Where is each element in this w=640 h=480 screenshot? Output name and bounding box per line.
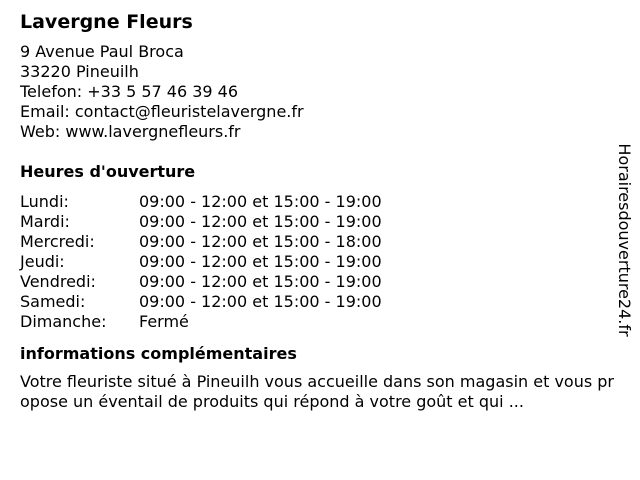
- website-link[interactable]: Web: www.lavergnefleurs.fr: [20, 122, 241, 141]
- business-card: [20, 10, 620, 412]
- hours-row-mardi: [20, 212, 620, 232]
- hours-row-samedi: [20, 292, 620, 312]
- day-label: Mercredi:: [20, 232, 95, 251]
- hours-heading: Heures d'ouverture: [20, 162, 196, 181]
- day-label: Dimanche:: [20, 312, 107, 331]
- contact-block: [20, 42, 620, 142]
- day-label: Jeudi:: [20, 252, 65, 271]
- time-range: 09:00 - 12:00 et 15:00 - 19:00: [139, 212, 382, 231]
- day-label: Samedi:: [20, 292, 86, 311]
- time-range: 09:00 - 12:00 et 15:00 - 19:00: [139, 192, 382, 211]
- hours-row-mercredi: [20, 232, 620, 252]
- address-street: 9 Avenue Paul Broca: [20, 42, 184, 61]
- time-range: 09:00 - 12:00 et 15:00 - 18:00: [139, 232, 382, 251]
- info-description: Votre fleuriste situé à Pineuilh vous accueille dans son magasin et vous propose un éventail de produits qui répond à votre goût et qui ...: [20, 372, 615, 411]
- hours-row-lundi: [20, 192, 620, 212]
- day-label: Mardi:: [20, 212, 70, 231]
- opening-hours-table: [20, 192, 620, 332]
- day-label: Vendredi:: [20, 272, 96, 291]
- address-city: 33220 Pineuilh: [20, 62, 139, 81]
- time-range: 09:00 - 12:00 et 15:00 - 19:00: [139, 252, 382, 271]
- watermark-text: Horairesdouverture24.fr: [615, 143, 634, 337]
- time-range: Fermé: [139, 312, 189, 331]
- hours-row-vendredi: [20, 272, 620, 292]
- email-address[interactable]: Email: contact@fleuristelavergne.fr: [20, 102, 304, 121]
- time-range: 09:00 - 12:00 et 15:00 - 19:00: [139, 272, 382, 291]
- hours-row-jeudi: [20, 252, 620, 272]
- phone-number[interactable]: Telefon: +33 5 57 46 39 46: [20, 82, 239, 101]
- time-range: 09:00 - 12:00 et 15:00 - 19:00: [139, 292, 382, 311]
- business-name: Lavergne Fleurs: [20, 11, 193, 33]
- day-label: Lundi:: [20, 192, 69, 211]
- hours-row-dimanche: [20, 312, 620, 332]
- info-heading: informations complémentaires: [20, 344, 297, 363]
